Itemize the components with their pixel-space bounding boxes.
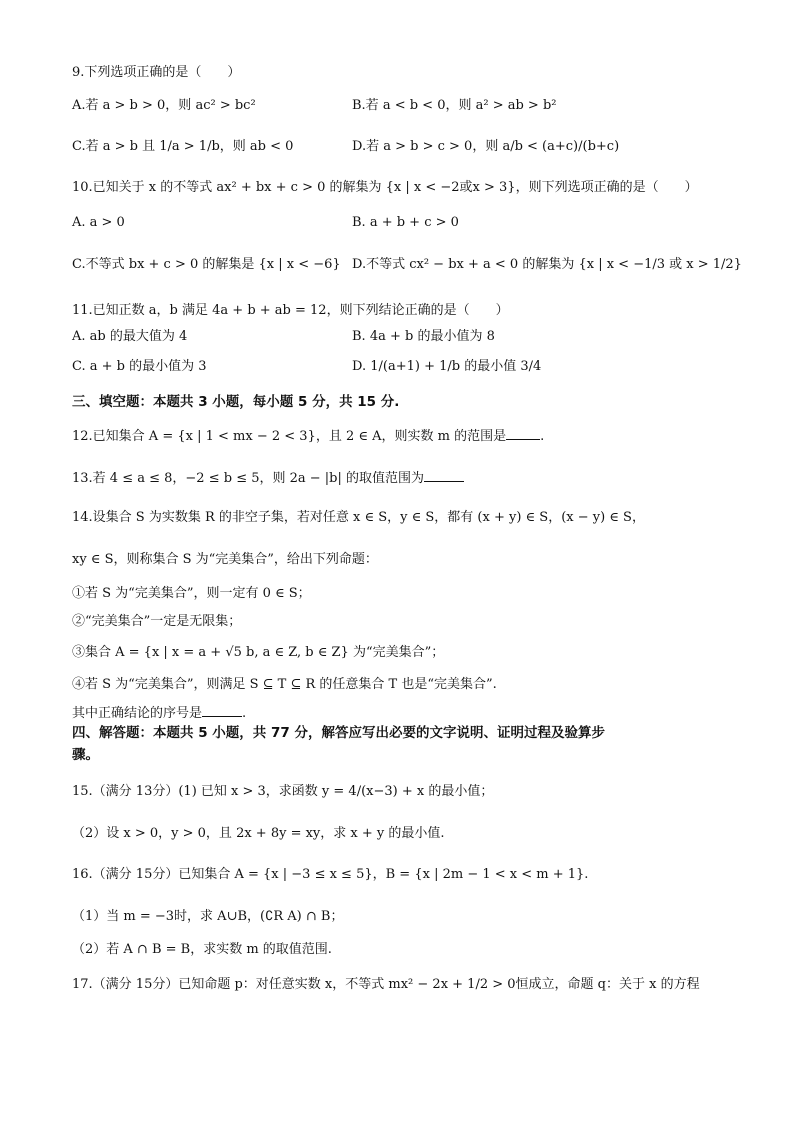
q13-answer-blank <box>424 470 464 482</box>
q10-option-c: C.不等式 bx + c > 0 的解集是 {x | x < −6} <box>72 257 341 272</box>
section-4-heading-line-1: 四、解答题：本题共 5 小题，共 77 分，解答应写出必要的文字说明、证明过程及验算步 <box>72 725 605 741</box>
q11-stem: 11.已知正数 a，b 满足 4a + b + ab = 12，则下列结论正确的是（ ） <box>72 303 509 318</box>
q10-option-b: B. a + b + c > 0 <box>352 215 459 230</box>
q16-part-2: （2）若 A ∩ B = B，求实数 m 的取值范围. <box>72 942 332 957</box>
q10-option-d: D.不等式 cx² − bx + a < 0 的解集为 {x | x < −1/3 或 x > 1/2} <box>352 257 742 272</box>
q16-part-1: （1）当 m = −3时，求 A∪B，(∁R A) ∩ B； <box>72 909 344 924</box>
q12-answer-blank <box>506 428 540 440</box>
q14-answer-blank <box>202 705 242 717</box>
section-3-heading: 三、填空题：本题共 3 小题，每小题 5 分，共 15 分. <box>72 394 400 410</box>
question-17: 17.（满分 15分）已知命题 p：对任意实数 x，不等式 mx² − 2x + 1/2 > 0恒成立，命题 q：关于 x 的方程 <box>72 977 700 992</box>
q11-option-c: C. a + b 的最小值为 3 <box>72 359 207 374</box>
q14-item-2: ②“完美集合”一定是无限集； <box>72 614 242 629</box>
q12-text: 12.已知集合 A = {x | 1 < mx − 2 < 3}，且 2 ∈ A，则实数 m 的范围是 <box>72 429 507 444</box>
q9-option-c: C.若 a > b 且 1/a > 1/b，则 ab < 0 <box>72 139 294 154</box>
q11-option-d: D. 1/(a+1) + 1/b 的最小值 3/4 <box>352 359 542 374</box>
q14-item-4: ④若 S 为“完美集合”，则满足 S ⊆ T ⊆ R 的任意集合 T 也是“完美集合”. <box>72 677 497 692</box>
q14-ask-text: 其中正确结论的序号是 <box>72 706 203 721</box>
q16-stem: 16.（满分 15分）已知集合 A = {x | −3 ≤ x ≤ 5}，B = {x | 2m − 1 < x < m + 1}. <box>72 867 589 882</box>
q15-part-2: （2）设 x > 0，y > 0，且 2x + 8y = xy，求 x + y 的最小值. <box>72 826 445 841</box>
q14-line-2: xy ∈ S，则称集合 S 为“完美集合”，给出下列命题： <box>72 552 378 567</box>
q9-option-d: D.若 a > b > c > 0，则 a/b < (a+c)/(b+c) <box>352 139 620 154</box>
q15-part-1: 15.（满分 13分）(1) 已知 x > 3，求函数 y = 4/(x−3) + x 的最小值； <box>72 784 494 799</box>
q12-end: . <box>540 429 545 444</box>
q14-ask-end: . <box>242 706 247 721</box>
section-4-heading-line-2: 骤。 <box>72 747 99 763</box>
q14-item-1: ①若 S 为“完美集合”，则一定有 0 ∈ S； <box>72 586 311 601</box>
q9-option-a: A.若 a > b > 0，则 ac² > bc² <box>72 98 256 113</box>
q13-text: 13.若 4 ≤ a ≤ 8，−2 ≤ b ≤ 5，则 2a − |b| 的取值范围为 <box>72 471 425 486</box>
q11-option-b: B. 4a + b 的最小值为 8 <box>352 329 495 344</box>
q14-ask <box>72 705 246 720</box>
question-12 <box>72 428 544 443</box>
question-13 <box>72 470 464 485</box>
q10-stem: 10.已知关于 x 的不等式 ax² + bx + c > 0 的解集为 {x | x < −2或x > 3}，则下列选项正确的是（ ） <box>72 180 698 195</box>
q14-item-3: ③集合 A = {x | x = a + √5 b, a ∈ Z, b ∈ Z} 为“完美集合”； <box>72 645 445 660</box>
q9-stem: 9.下列选项正确的是（ ） <box>72 65 241 80</box>
q11-option-a: A. ab 的最大值为 4 <box>72 329 188 344</box>
q14-line-1: 14.设集合 S 为实数集 R 的非空子集，若对任意 x ∈ S，y ∈ S，都有 (x + y) ∈ S，(x − y) ∈ S， <box>72 510 645 525</box>
q9-option-b: B.若 a < b < 0，则 a² > ab > b² <box>352 98 557 113</box>
q10-option-a: A. a > 0 <box>72 215 125 230</box>
